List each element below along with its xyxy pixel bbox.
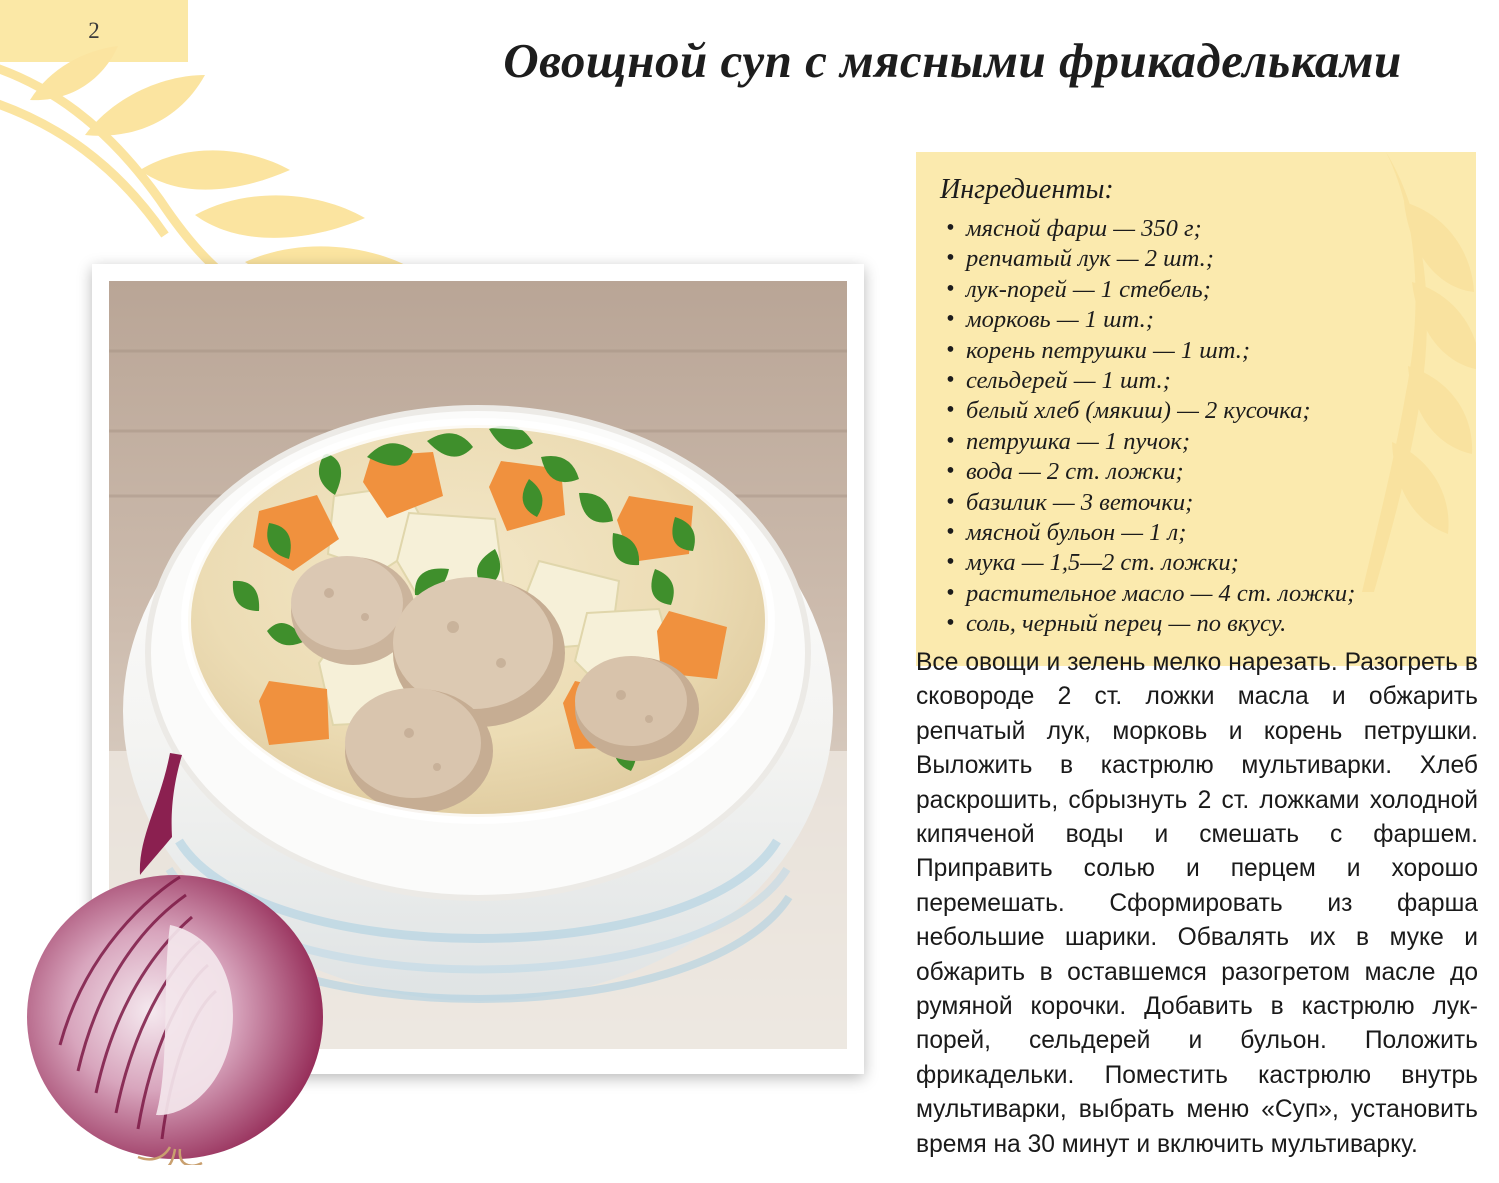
ingredient-item: • растительное масло — 4 ст. ложки; bbox=[940, 579, 1452, 609]
ingredient-item: • вода — 2 ст. ложки; bbox=[940, 457, 1452, 487]
ingredient-item: • сельдерей — 1 шт.; bbox=[940, 366, 1452, 396]
page-title: Овощной суп с мясными фрикадельками bbox=[503, 33, 1402, 88]
ingredient-item: • белый хлеб (мякиш) — 2 кусочка; bbox=[940, 396, 1452, 426]
ingredient-item: • мука — 1,5—2 ст. ложки; bbox=[940, 548, 1452, 578]
ingredient-item: • репчатый лук — 2 шт.; bbox=[940, 244, 1452, 274]
ingredient-item: • лук-порей — 1 стебель; bbox=[940, 275, 1452, 305]
ingredient-item: • мясной фарш — 350 г; bbox=[940, 214, 1452, 244]
ingredients-heading: Ингредиенты: bbox=[940, 174, 1114, 205]
page-number: 2 bbox=[88, 18, 100, 43]
ingredient-item: • петрушка — 1 пучок; bbox=[940, 427, 1452, 457]
ingredient-item: • морковь — 1 шт.; bbox=[940, 305, 1452, 335]
ingredients-list bbox=[940, 214, 1452, 640]
recipe-photo-frame bbox=[92, 264, 864, 1074]
ingredients-panel bbox=[916, 152, 1476, 666]
ingredient-item: • соль, черный перец — по вкусу. bbox=[940, 609, 1452, 639]
recipe-photo bbox=[109, 281, 847, 1049]
ingredient-item: • базилик — 3 веточки; bbox=[940, 488, 1452, 518]
directions-text: Все овощи и зелень мелко нарезать. Разогреть в сковороде 2 ст. ложки масла и обжарить репчатый лук, морковь и корень петрушки. Выложить в кастрюлю мультиварки. Хлеб раскрошить, сбрызнуть 2 ст. ложками холодной кипяченой воды и смешать с фаршем. Приправить солью и перцем и хорошо перемешать. Сформировать из фарша небольшие шарики. Обвалять их в муке и обжарить в оставшемся разогретом масле до румяной корочки. Добавить в кастрюлю лук-порей, сельдерей и бульон. Положить фрикадельки. Поместить кастрюлю внутрь мультиварки, выбрать меню «Суп», установить время на 30 минут и включить мультиварку. bbox=[916, 649, 1478, 1158]
ingredient-item: • мясной бульон — 1 л; bbox=[940, 518, 1452, 548]
ingredient-item: • корень петрушки — 1 шт.; bbox=[940, 336, 1452, 366]
